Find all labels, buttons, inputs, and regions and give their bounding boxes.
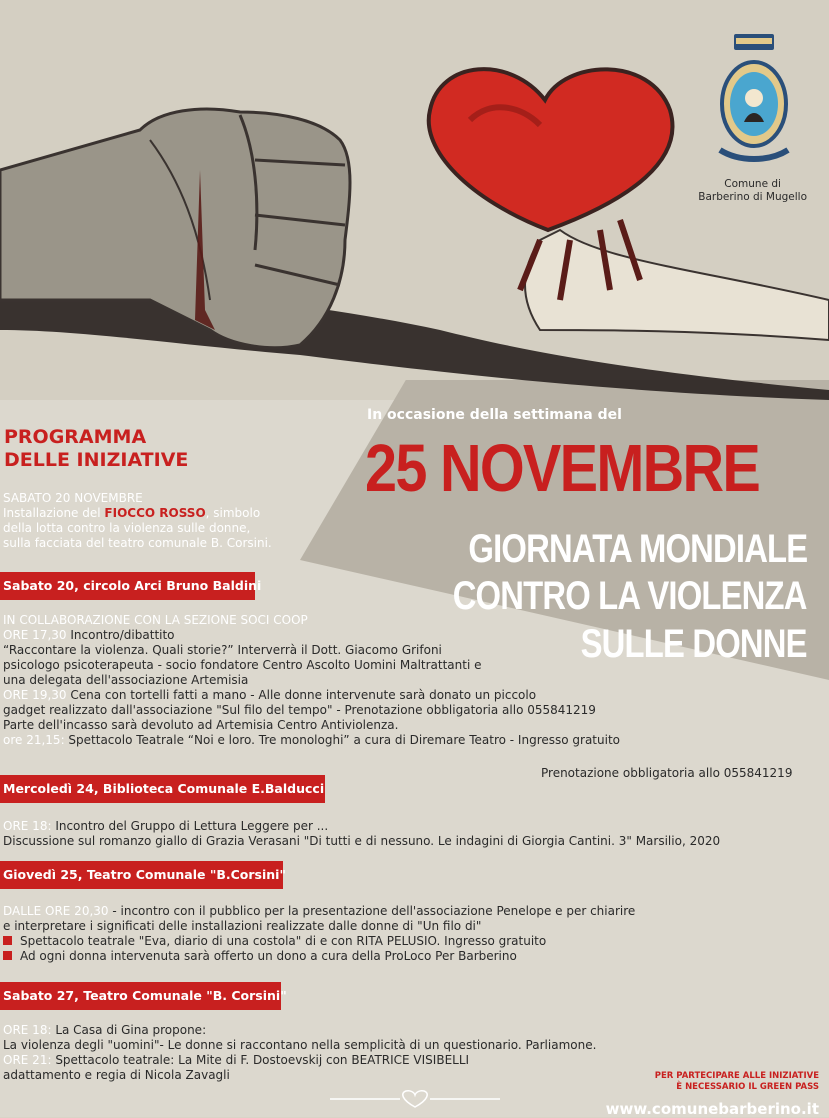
s4-line4: adattamento e regia di Nicola Zavagli: [3, 1068, 230, 1082]
s1-time1-text: Incontro/dibattito: [66, 628, 175, 642]
section-header-giovedi25: Giovedì 25, Teatro Comunale "B.Corsini": [0, 861, 283, 889]
hero-artwork: [0, 0, 829, 420]
comune-line1: Comune di: [724, 178, 781, 190]
section-header-sabato20: Sabato 20, circolo Arci Bruno Baldini: [0, 572, 255, 600]
intro-date: SABATO 20 NOVEMBRE: [3, 491, 143, 505]
s4-line1: [3, 1023, 596, 1038]
bullet-icon: [3, 936, 12, 945]
s3-line1: [3, 904, 635, 919]
program-title-line2: DELLE INIZIATIVE: [4, 449, 189, 471]
s4-line2: La violenza degli "uomini"- Le donne si raccontano nella semplicità di un questionario. Parliamone.: [3, 1038, 597, 1052]
s1-line3: psicologo psicoterapeuta - socio fondatore Centro Ascolto Uomini Maltrattanti e: [3, 658, 482, 672]
section3-body: [3, 904, 635, 964]
s1-line9: Prenotazione obbligatoria allo 055841219: [541, 766, 793, 780]
headline-line2: CONTRO LA VIOLENZA: [453, 574, 807, 618]
s4-time1-text: La Casa di Gina propone:: [51, 1023, 207, 1037]
bullet-icon: [3, 951, 12, 960]
comune-label: [698, 178, 807, 204]
coat-of-arms-icon: [714, 32, 794, 168]
intro-line1: [3, 506, 272, 521]
intro-line2: della lotta contro la violenza sulle donne,: [3, 521, 251, 535]
s3-line2: e interpretare i significati delle installazioni realizzate dalle donne di "Un filo di": [3, 919, 482, 933]
s4-line3: [3, 1053, 596, 1068]
event-date: 25 NOVEMBRE: [365, 431, 760, 506]
section2-body: [3, 819, 720, 849]
s1-line6: gadget realizzato dall'associazione "Sul filo del tempo" - Prenotazione obbligatoria allo 055841219: [3, 703, 596, 717]
s1-line8: [3, 733, 620, 748]
s1-line5: [3, 688, 620, 703]
s1-line2: “Raccontare la violenza. Quali storie?” Interverrà il Dott. Giacomo Grifoni: [3, 643, 442, 657]
green-pass-note: [655, 1071, 819, 1093]
s4-time2: ORE 21:: [3, 1053, 52, 1067]
s4-time1: ORE 18:: [3, 1023, 52, 1037]
section4-body: [3, 1023, 596, 1083]
s1-time3-text: Spettacolo Teatrale “Noi e loro. Tre monologhi” a cura di Diremare Teatro - Ingresso gratuito: [64, 733, 620, 747]
intro-l1c: , simbolo: [205, 506, 261, 520]
s1-line4: una delegata dell'associazione Artemisia: [3, 673, 249, 687]
intro-line3: sulla facciata del teatro comunale B. Corsini.: [3, 536, 272, 550]
collab-line: IN COLLABORAZIONE CON LA SEZIONE SOCI COOP: [3, 613, 308, 627]
s3-time1: DALLE ORE 20,30: [3, 904, 109, 918]
s1-line1: [3, 628, 620, 643]
program-title: [4, 426, 188, 472]
s1-line7: Parte dell'incasso sarà devoluto ad Artemisia Centro Antiviolenza.: [3, 718, 399, 732]
s1-time2-text: Cena con tortelli fatti a mano - Alle donne intervenute sarà donato un piccolo: [66, 688, 537, 702]
occasion-text: In occasione della settimana del: [367, 407, 622, 423]
fiocco-rosso: FIOCCO ROSSO: [104, 506, 206, 520]
intro-block: [3, 491, 272, 551]
s1-time3: ore 21,15:: [3, 733, 65, 747]
s2-line2: Discussione sul romanzo giallo di Grazia Verasani "Di tutti e di nessuno. Le indagini di Giorgia Cantini. 3" Marsilio, 2020: [3, 834, 721, 848]
intro-l1a: Installazione del: [3, 506, 105, 520]
headline-line3: SULLE DONNE: [580, 622, 807, 666]
s3-bullet1-text: Spettacolo teatrale "Eva, diario di una costola" di e con RITA PELUSIO. Ingresso gratuito: [20, 934, 547, 948]
s3-time1-text: - incontro con il pubblico per la presentazione dell'associazione Penelope e per chiarire: [108, 904, 636, 918]
s2-line1: [3, 819, 720, 834]
s4-time2-text: Spettacolo teatrale: La Mite di F. Dostoevskij con BEATRICE VISIBELLI: [51, 1053, 470, 1067]
section-header-sabato27: Sabato 27, Teatro Comunale "B. Corsini": [0, 982, 281, 1010]
s2-time1: ORE 18:: [3, 819, 52, 833]
s3-bullet2-text: Ad ogni donna intervenuta sarà offerto un dono a cura della ProLoco Per Barberino: [20, 949, 517, 963]
s2-time1-text: Incontro del Gruppo di Lettura Leggere per ...: [51, 819, 329, 833]
s3-bullet1: [3, 934, 635, 949]
comune-line2: Barberino di Mugello: [698, 191, 807, 203]
green-line2: È NECESSARIO IL GREEN PASS: [676, 1082, 819, 1092]
green-line1: PER PARTECIPARE ALLE INIZIATIVE: [654, 1071, 819, 1081]
heart-divider-icon: [330, 1088, 500, 1110]
s1-time2: ORE 19,30: [3, 688, 67, 702]
headline-line1: GIORNATA MONDIALE: [468, 527, 807, 571]
section-header-mercoledi24: Mercoledì 24, Biblioteca Comunale E.Balducci: [0, 775, 325, 803]
website-link[interactable]: www.comunebarberino.it: [605, 1100, 819, 1118]
program-title-line1: PROGRAMMA: [4, 426, 147, 448]
s1-time1: ORE 17,30: [3, 628, 67, 642]
s3-bullet2: [3, 949, 635, 964]
section1-body: [3, 613, 620, 748]
